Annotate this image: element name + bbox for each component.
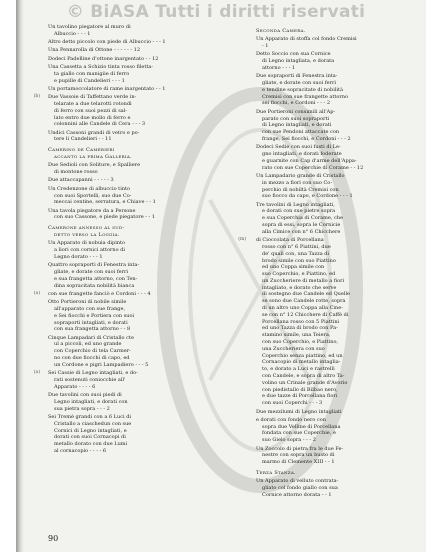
entry-line: gliate, e dorate con suoi ferri (54, 269, 129, 275)
section-heading (256, 28, 424, 35)
entry-line: con suo Coperchio, e Piattino, (262, 339, 339, 346)
section-heading (48, 225, 216, 239)
entry-line: e Sei fiocchi e Portiera con suoi (54, 312, 135, 319)
entry-line: Un Apparato di stoffa col fondo Cremisi (256, 36, 357, 43)
entry-line: Cornice attorno dorata - - 1 (262, 491, 332, 498)
entry-line: intagliato, e dorato che serve (262, 284, 337, 291)
margin-note: (m) (238, 237, 246, 243)
entry-line: e guarnite con Cap d'arme dell'Appa- (262, 157, 357, 164)
inventory-entry (48, 130, 216, 144)
entry-line: rosso con n° 6 Piattini, due (262, 243, 331, 250)
entry-line: Cornacopio di metallo intaglia- (262, 359, 341, 366)
section-heading (48, 147, 216, 161)
entry-line: no con due fiocchi di capo, ed (54, 355, 130, 362)
inventory-entry (238, 237, 424, 407)
entry-line: con Candele, e sopra di altro Ta- (262, 373, 345, 380)
entry-line: Un Apparato di nobuia dipinto (48, 240, 126, 247)
entry-line: Un Zoccolo di pietra fra le due Fe- (256, 445, 344, 452)
inventory-entry (48, 335, 216, 369)
entry-line: suo Coperchio, e Piattino, ed (262, 271, 336, 278)
entry-line: Cinque Lampadari di Cristallo cte (48, 334, 134, 341)
page-number: 90 (48, 534, 59, 543)
entry-line: dina sopracitata nobilità bianca (54, 282, 135, 289)
entry-line: e pupille di Candelieri - - - 1 (54, 77, 125, 84)
entry-line: suo Gielo sopra - - - 2 (262, 437, 316, 444)
entry-line: Sei Cassie di Legno intagliati, e do- (48, 370, 138, 377)
entry-line: Altro detto piccolo con piede di Albuccio - - - 1 (48, 39, 166, 46)
entry-line: di ferro con suoi pezzi di sal- (54, 107, 128, 114)
entry-line: con Coperchio di tela Carmer- (54, 348, 131, 355)
entry-line: e sua Coperchia di Corame, che (262, 215, 343, 222)
inventory-entry (48, 262, 216, 289)
entry-line: tere li Candelieri - - 11 (54, 136, 112, 143)
entry-line: Sei Tremè grandi con a 6 Luci di (48, 413, 132, 420)
entry-line: - 1 (262, 43, 269, 50)
entry-line: Dodeci Padelline d'ottone inargentato - - 12 (48, 55, 159, 62)
inventory-entry (256, 409, 424, 416)
entry-line: sua pietra sopra - - - 2 (54, 405, 110, 412)
entry-line: e dorati con fondo nero con (256, 416, 327, 423)
inventory-entry (48, 64, 216, 84)
entry-line: un Zuccheriere di metallo a fiori (262, 277, 345, 284)
entry-line: un Cordone e pigri Lampadiero - - - 5 (54, 361, 149, 368)
entry-line: di sostegno due Candele ed Quelle (262, 291, 351, 298)
entry-line: Cremisi con sue frangette attorno (262, 93, 349, 100)
entry-line: de' quali con, una Tazza di (262, 250, 330, 257)
entry-line: parato con suoi sopraporti (262, 115, 330, 122)
entry-line: telarate a due telarotti rotondi (54, 100, 132, 107)
entry-line: detto verso la Loggia. (54, 232, 120, 239)
inventory-entry (48, 392, 216, 412)
entry-line: con suoi Sportelli, suo due Co- (54, 192, 132, 199)
inventory-entry (256, 73, 424, 107)
entry-line: Apparato - - - - 6 (54, 383, 96, 390)
entry-line: nestre con sopra un busto di (262, 452, 335, 459)
inventory-entry (256, 417, 424, 444)
inventory-entry (256, 446, 424, 466)
entry-line: Un Lampadario grande di Cristallo (256, 172, 345, 179)
entry-line: Una tavola piegatore da a Persone (48, 207, 136, 214)
entry-line: di un altro uno Coppa alla Cine- (262, 305, 343, 312)
entry-line: con sue Pendoni attaccate con (262, 129, 340, 136)
entry-line: con sua frangetta attorno - - 8 (54, 326, 131, 333)
section-heading (256, 470, 424, 477)
entry-line: una Zuccheriera con suo (262, 345, 325, 352)
entry-line: Camerone annesso al sud- (48, 225, 125, 232)
entry-line: Due sopraporti di Fenestra inta- (256, 73, 338, 80)
entry-line: Detto Soccio con sua Cornice (256, 51, 331, 58)
inventory-entry (33, 370, 216, 390)
entry-line: sopra di essi, sopra le Cornicie (262, 222, 341, 229)
binding-gutter (16, 0, 24, 552)
inventory-entry (256, 478, 424, 498)
entry-line: lato entro due mollo di ferro e (54, 114, 131, 121)
entry-line: Albuccio - - - 1 (54, 30, 91, 37)
entry-line: Cornici di Legno intagliati, e (54, 427, 127, 434)
entry-line: Due tavolini con suoi piedi di (48, 392, 122, 399)
entry-line: ul a piccoli, ed uno grande (54, 341, 122, 348)
entry-line: sei fiocchi, e Cordoni - - - 2 (262, 100, 331, 107)
copyright-stamp: © BiASA Tutti i diritti riservati (66, 2, 366, 22)
entry-line: all'apparato con sue frange, (54, 305, 126, 312)
entry-line: Terza Stanza. (256, 469, 296, 476)
inventory-entry (48, 186, 216, 206)
entry-line: metallo dorato con due Lumi (54, 441, 128, 448)
entry-line: gliato col fondo giallo con sua (262, 485, 338, 491)
entry-line: Cristallo a ciaschedun con sue (54, 420, 132, 427)
entry-line: Tre tavolini di Legno intagliati, (256, 201, 335, 208)
entry-line: frange, Sei fiocchi, e Cordoni - - - 2 (262, 135, 351, 142)
entry-line: Quattro sopraporti di Fenestra inta- (48, 262, 140, 269)
right-column (238, 24, 424, 500)
entry-line: gno intagliati, e dorati foderate (262, 151, 342, 158)
entry-line: e due tazze di Porcellana fiori (262, 393, 338, 400)
entry-line: Seconda Camera. (256, 28, 306, 34)
entry-line: con suo Cassone, e piede piegatore - - 1 (54, 214, 156, 221)
entry-line: suo fiocco da capo, e Cordone - - - 1 (262, 193, 353, 200)
entry-line: e tendine sopracitate di nobilità (262, 86, 344, 93)
entry-line: accanto la prima Galleria. (54, 154, 132, 161)
entry-line: Un Credenzone di albuccio tinto (48, 185, 131, 192)
entry-line: rati sostenuti coniocchie all' (54, 376, 126, 383)
inventory-entry (48, 39, 216, 46)
entry-line: colonnini alle Candele di Cera - - - 3 (54, 121, 146, 128)
entry-line: se sono due Candele rotte, sopra (262, 298, 346, 305)
inventory-entry (48, 86, 216, 93)
inventory-entry (48, 208, 216, 222)
entry-line: al cornacopio - - - - 6 (54, 447, 107, 454)
entry-line: gliate, e dorate con suoi ferri (262, 80, 337, 87)
inventory-entry (48, 47, 216, 54)
inventory-entry (33, 290, 216, 298)
entry-line: e dorati con sue pietre sopra (262, 208, 336, 215)
entry-line: ta giallo con manigiie di ferro (54, 70, 130, 77)
inventory-entry (48, 24, 216, 38)
inventory-entry (256, 144, 424, 171)
entry-line: Due attaccapanni - - - - - 3 (48, 177, 114, 184)
entry-line: con piedistallo di Bilbao nero, (262, 386, 338, 393)
entry-line: se con n° 12 Chicchere di Caffè di (262, 311, 349, 318)
inventory-entry (256, 109, 424, 143)
entry-line: Otto Portieroni di nobile simile (48, 299, 127, 306)
entry-line: in mezzo a fiori con suo Co- (262, 179, 333, 186)
entry-line: di Legno intagliata, e dorata (262, 58, 335, 65)
inventory-entry (256, 202, 424, 236)
entry-line: volino un Crinale grande d'Avorio (262, 379, 348, 386)
entry-line: sopra due Velline di Porcellana (262, 423, 341, 430)
entry-line: Una Pennarolla di Ottone - - - - - - 12 (48, 47, 141, 54)
inventory-entry (48, 162, 216, 176)
entry-line: Legno dorato - - - 1 (54, 253, 103, 260)
entry-line: dorati con suoi Cornacopi di (54, 434, 126, 441)
inventory-entry (256, 36, 424, 50)
inventory-entry (48, 240, 216, 260)
left-column (33, 24, 216, 456)
entry-line: Due Sedioli con Soliture, e Spalliere (48, 162, 141, 169)
inventory-entry (33, 94, 216, 128)
entry-line: Un tavolino piegatore al muro di (48, 24, 131, 30)
entry-line: perchio di nobiltà Cremisi con (262, 186, 339, 193)
entry-line: attorno - - - 1 (262, 64, 296, 71)
entry-line: ed uno Coppa simile con (262, 264, 325, 271)
entry-line: e sua frangetta attorno, con Ten- (54, 275, 138, 282)
inventory-entry (48, 299, 216, 333)
entry-line: ed uno Tazza di brodo con Pa- (262, 325, 338, 332)
entry-line: Due Portieroni consimili all'Ap- (256, 108, 336, 115)
entry-line: sopraporti intagliati, e dorati (54, 319, 128, 326)
entry-line: con sue frangette fanciò e Cordoni - - - 4 (48, 290, 151, 297)
entry-line: alla Cimice con n° 6 Chicchere (262, 228, 341, 235)
entry-line: Due mezzilumi di Legno intagliati (256, 408, 342, 415)
margin-note: (a) (33, 370, 40, 376)
entry-line: di montone rosso (54, 169, 98, 176)
margin-note: (a) (33, 290, 40, 296)
entry-line: Coperchio senza piattino, ed un (262, 352, 343, 359)
entry-line: marmo di Clemente XIII - - 1 (262, 459, 335, 466)
inventory-entry (48, 177, 216, 184)
entry-line: meccai centine, serratura, e Chiave - - 1 (54, 199, 156, 206)
inventory-entry (48, 414, 216, 455)
entry-line: Un Apparato di velluto contrata- (256, 478, 339, 485)
entry-line: con suoi Coperchi - - - 3 (262, 400, 323, 407)
entry-line: rato con sue Coperchie di Corame - - 12 (262, 164, 364, 171)
entry-line: a liori con cornici attorno di (54, 247, 126, 254)
margin-note: (b) (33, 94, 40, 100)
entry-line: di Cioccolata di Porcellana (256, 237, 324, 244)
entry-line: stamino simile, una Teiera, (262, 332, 331, 339)
entry-line: Porcellana rosso con 5 Piattini (262, 318, 340, 325)
inventory-entry (48, 56, 216, 63)
entry-line: fondata con sue Coperchie, e (262, 430, 336, 437)
inventory-entry (256, 51, 424, 71)
entry-line: Un portamoccolatore di rame inargentato - - 1 (48, 85, 166, 92)
entry-line: Undici Cassoni grandi di vetro e po- (48, 129, 140, 136)
entry-line: to, e dorato a Luci e rastrelli (262, 366, 335, 373)
entry-line: Due Vassoie di Taffettano verde in- (48, 94, 137, 101)
entry-line: brodo simile con suo Piattino (262, 257, 336, 264)
entry-line: Legno intagliati, e dorati con (54, 398, 128, 405)
entry-line: Una Cassetta a Schizio tinta rosso filetta- (48, 63, 154, 70)
entry-line: di Legno intagliati, e dorati (262, 122, 332, 129)
inventory-entry (256, 173, 424, 200)
entry-line: Dodeci Sedie con suoi fusti di Le- (256, 144, 341, 151)
entry-line: Camerino de Camerieri (48, 147, 115, 154)
